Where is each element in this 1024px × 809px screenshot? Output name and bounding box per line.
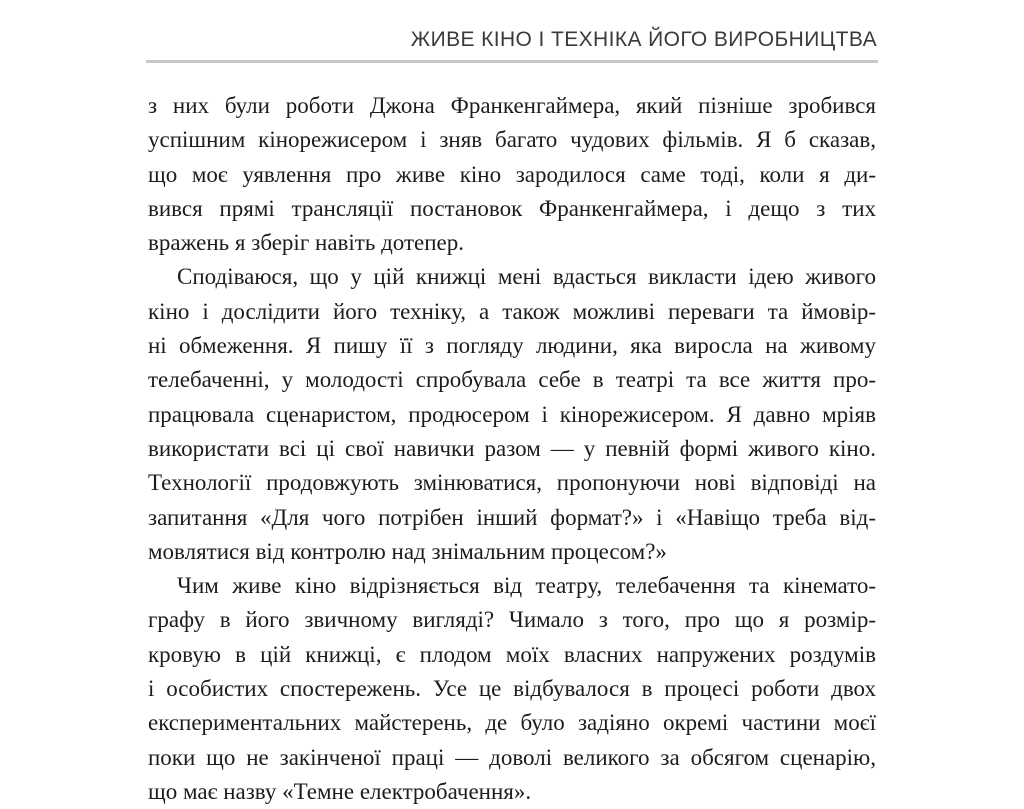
text-line: вився прямі трансляції постановок Франкенгаймера, і дещо з тих (148, 195, 876, 221)
running-header: ЖИВЕ КІНО І ТЕХНІКА ЙОГО ВИРОБНИЦТВА (410, 28, 877, 51)
text-line: мовлятися від контролю над знімальним процесом?» (148, 538, 667, 564)
text-line: поки що не закінченої праці — доволі великого за обсягом сценарію, (148, 744, 876, 770)
paragraph-2 (148, 260, 876, 569)
paragraph-3 (148, 569, 876, 809)
text-line: працювала сценаристом, продюсером і кінорежисером. Я давно мріяв (148, 401, 876, 427)
text-line: вражень я зберіг навіть дотепер. (148, 230, 464, 256)
text-line: Чим живе кіно відрізняється від театру, телебачення та кінемато- (177, 573, 876, 599)
text-line: використати всі ці свої навички разом — у певній формі живого кіно. (148, 435, 876, 461)
body-text (148, 89, 876, 809)
text-line: Технології продовжують змінюватися, пропонуючи нові відповіді на (148, 470, 876, 496)
text-line: і особистих спостережень. Усе це відбувалося в процесі роботи двох (148, 676, 876, 702)
text-line: що має назву «Темне електробачення». (148, 778, 532, 804)
text-line: Сподіваюся, що у цій книжці мені вдасться викласти ідею живого (177, 264, 876, 290)
text-line: запитання «Для чого потрібен інший формат?» і «Навіщо треба від- (148, 504, 876, 530)
text-line: телебаченні, у молодості спробувала себе в театрі та все життя про- (148, 367, 876, 393)
text-line: що моє уявлення про живе кіно зародилося саме тоді, коли я ди- (148, 161, 876, 187)
paragraph-1 (148, 89, 876, 260)
text-line: з них були роботи Джона Франкенгаймера, який пізніше зробився (148, 93, 876, 118)
text-line: графу в його звичному вигляді? Чимало з того, про що я розмір- (148, 607, 876, 633)
text-line: успішним кінорежисером і зняв багато чудових фільмів. Я б сказав, (148, 127, 876, 153)
text-line: кіно і дослідити його техніку, а також можливі переваги та ймовір- (148, 298, 876, 324)
header-divider (146, 60, 878, 63)
text-line: експериментальних майстерень, де було задіяно окремі частини моєї (148, 710, 876, 736)
text-line: кровую в цій книжці, є плодом моїх власних напружених роздумів (148, 641, 876, 667)
text-line: ні обмеження. Я пишу її з погляду людини, яка виросла на живому (148, 333, 876, 359)
